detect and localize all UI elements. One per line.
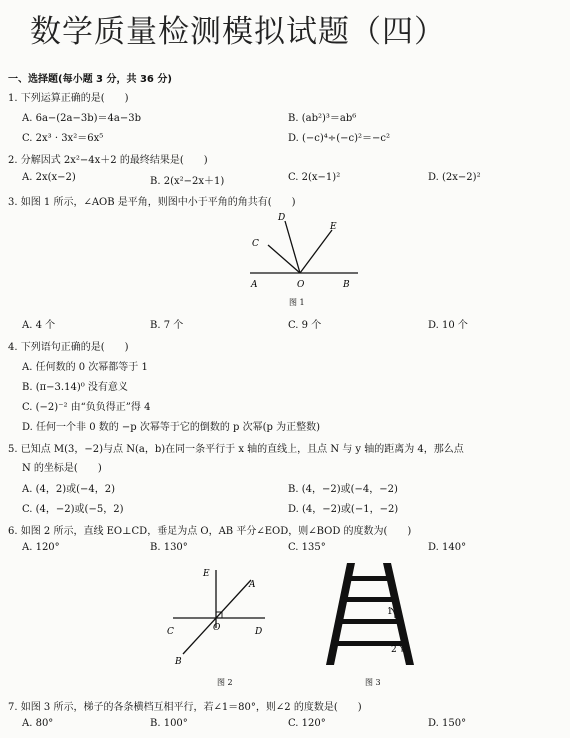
label-c: C <box>167 627 174 637</box>
ray-oe <box>300 230 332 273</box>
q6-option-b: B. 130° <box>150 542 188 553</box>
q5-option-d: D. (4，−2)或(−1，−2) <box>288 504 399 515</box>
q1-option-a: A. 6a−(2a−3b)＝4a−3b <box>22 113 142 124</box>
label-e: E <box>203 569 210 579</box>
q6-option-c: C. 135° <box>288 542 326 553</box>
figure-2-caption: 图 2 <box>217 678 233 687</box>
q1-option-c: C. 2x³ · 3x²＝6x⁵ <box>22 133 104 144</box>
ladder-rung <box>345 597 395 602</box>
q1-option-d: D. (−c)⁴÷(−c)²＝−c² <box>288 133 390 144</box>
label-a: A <box>251 280 258 290</box>
question-4-stem: 4. 下列语句正确的是( ) <box>8 342 129 353</box>
figure-2-diagram <box>165 562 275 670</box>
question-5-stem-continued: N 的坐标是( ) <box>22 463 102 474</box>
question-1-stem: 1. 下列运算正确的是( ) <box>8 93 129 104</box>
q4-option-b: B. (π−3.14)⁰ 没有意义 <box>22 382 128 393</box>
q1-option-b: B. (ab²)³＝ab⁶ <box>288 113 357 124</box>
q4-option-a: A. 任何数的 0 次幂都等于 1 <box>22 362 148 373</box>
question-7-stem: 7. 如图 3 所示，梯子的各条横档互相平行，若∠1＝80°，则∠2 的度数是( ) <box>8 702 362 713</box>
q2-option-b: B. 2(x²−2x＋1) <box>150 176 225 187</box>
q4-option-d: D. 任何一个非 0 数的 −p 次幂等于它的倒数的 p 次幂(p 为正整数) <box>22 422 321 433</box>
ray-od <box>285 221 300 273</box>
question-6-stem: 6. 如图 2 所示，直线 EO⊥CD，垂足为点 O，AB 平分∠EOD，则∠BOD 的度数为( ) <box>8 526 412 537</box>
q7-option-a: A. 80° <box>22 718 54 729</box>
ladder-rung <box>340 619 400 624</box>
label-e: E <box>330 222 337 232</box>
page-title: 数学质量检测模拟试题（四） <box>30 14 446 50</box>
q2-option-c: C. 2(x−1)² <box>288 172 341 183</box>
label-b: B <box>343 280 350 290</box>
q4-option-c: C. (−2)⁻² 由“负负得正”得 4 <box>22 402 151 413</box>
angle-2-arc <box>399 645 402 652</box>
ray-oc <box>268 245 300 273</box>
label-o: O <box>213 623 221 633</box>
angle-label-2: 2 <box>391 645 397 655</box>
q6-option-a: A. 120° <box>22 542 60 553</box>
ladder-rung <box>350 576 388 581</box>
label-a: A <box>249 580 256 590</box>
q5-option-b: B. (4，−2)或(−4，−2) <box>288 484 398 495</box>
label-b: B <box>175 657 182 667</box>
figure-1-diagram <box>240 208 370 293</box>
line-ab <box>183 580 251 654</box>
q3-option-b: B. 7 个 <box>150 320 184 331</box>
q5-option-c: C. (4，−2)或(−5，2) <box>22 504 124 515</box>
label-d: D <box>278 213 286 223</box>
question-3-stem: 3. 如图 1 所示，∠AOB 是平角，则图中小于平角的角共有( ) <box>8 197 296 208</box>
q3-option-d: D. 10 个 <box>428 320 468 331</box>
q7-option-d: D. 150° <box>428 718 467 729</box>
q2-option-d: D. (2x−2)² <box>428 172 481 183</box>
section-heading: 一、选择题(每小题 3 分，共 36 分) <box>8 74 172 85</box>
q3-option-a: A. 4 个 <box>22 320 56 331</box>
angle-label-1: 1 <box>387 607 393 617</box>
label-c: C <box>252 239 259 249</box>
question-5-stem: 5. 已知点 M(3，−2)与点 N(a，b)在同一条平行于 x 轴的直线上，且点 N 与 y 轴的距离为 4，那么点 <box>8 444 464 455</box>
figure-3-ladder <box>325 561 415 669</box>
q2-option-a: A. 2x(x−2) <box>22 172 76 183</box>
q7-option-c: C. 120° <box>288 718 326 729</box>
label-o: O <box>297 280 305 290</box>
figure-1-caption: 图 1 <box>289 298 305 307</box>
q3-option-c: C. 9 个 <box>288 320 322 331</box>
label-d: D <box>255 627 263 637</box>
q7-option-b: B. 100° <box>150 718 188 729</box>
q6-option-d: D. 140° <box>428 542 467 553</box>
figure-3-caption: 图 3 <box>365 678 381 687</box>
q5-option-a: A. (4，2)或(−4，2) <box>22 484 116 495</box>
question-2-stem: 2. 分解因式 2x²−4x＋2 的最终结果是( ) <box>8 155 208 166</box>
